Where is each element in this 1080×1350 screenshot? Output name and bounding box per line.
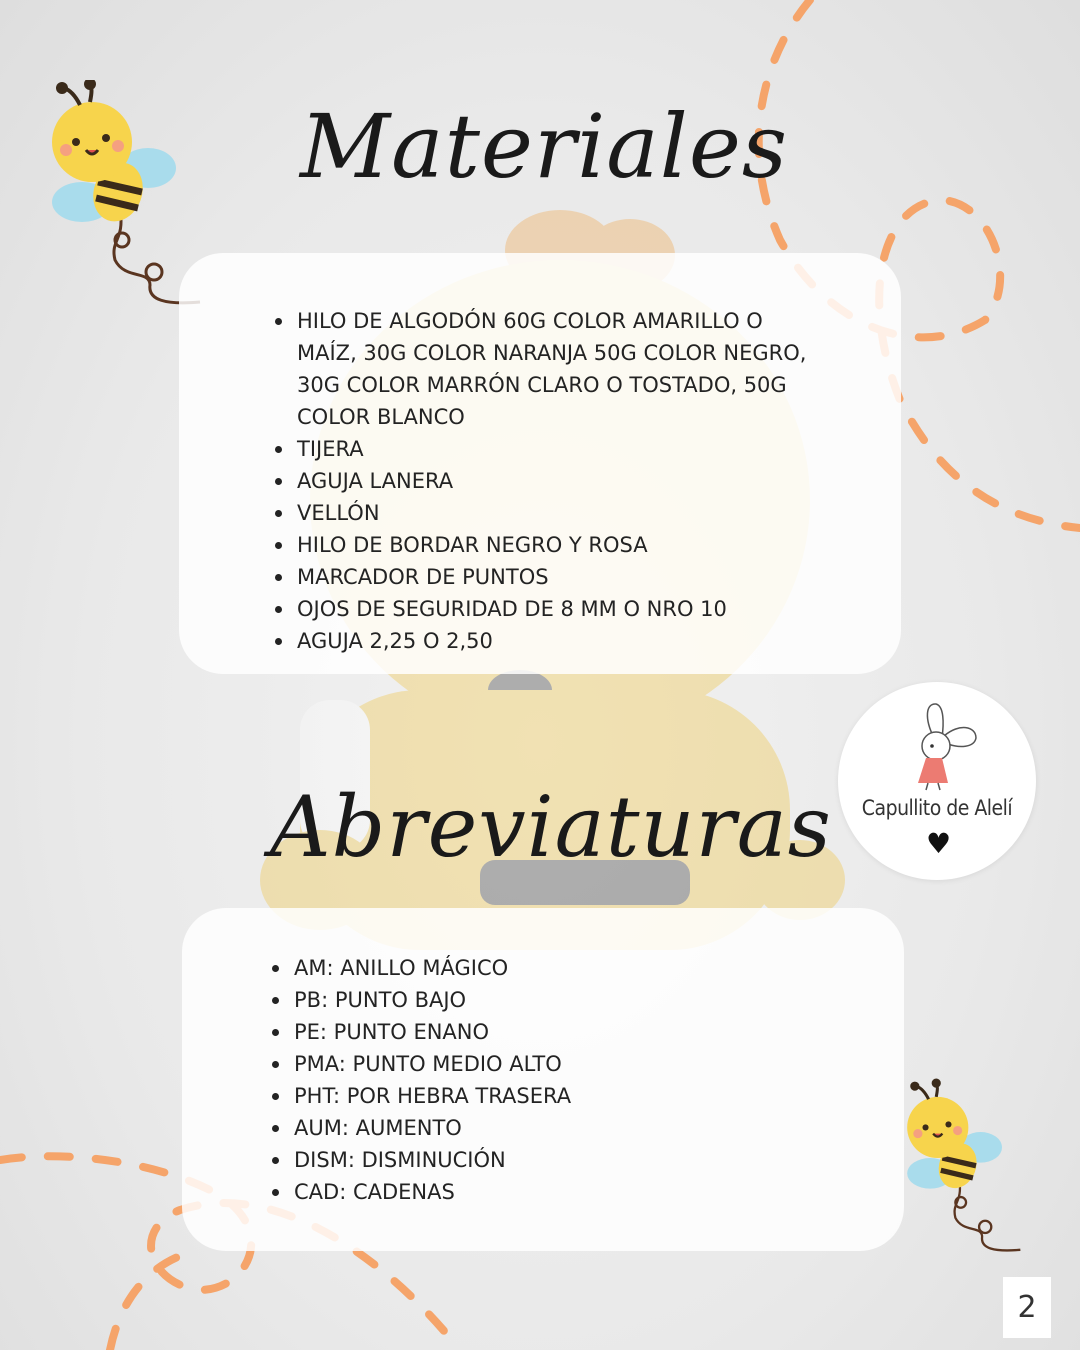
abbreviations-list bbox=[268, 952, 824, 1208]
list-item: DISM: DISMINUCIÓN bbox=[294, 1144, 824, 1176]
list-item: HILO DE ALGODÓN 60G COLOR AMARILLO O MAÍZ, 30G COLOR NARANJA 50G COLOR NEGRO, 30G COLOR MARRÓN CLARO O TOSTADO, 50G COLOR BLANCO bbox=[297, 305, 821, 433]
list-item: TIJERA bbox=[297, 433, 821, 465]
materials-list bbox=[271, 305, 821, 657]
list-item: PB: PUNTO BAJO bbox=[294, 984, 824, 1016]
page-number: 2 bbox=[1003, 1277, 1051, 1338]
abbreviations-title: Abreviaturas bbox=[270, 778, 832, 876]
list-item: PE: PUNTO ENANO bbox=[294, 1016, 824, 1048]
list-item: AUM: AUMENTO bbox=[294, 1112, 824, 1144]
brand-logo bbox=[838, 682, 1036, 880]
brand-name: Capullito de Alelí bbox=[861, 796, 1013, 820]
heart-icon: ♥ bbox=[926, 827, 952, 860]
list-item: OJOS DE SEGURIDAD DE 8 MM O NRO 10 bbox=[297, 593, 821, 625]
list-item: AGUJA LANERA bbox=[297, 465, 821, 497]
bunny-logo-icon bbox=[904, 698, 984, 793]
list-item: VELLÓN bbox=[297, 497, 821, 529]
materials-card bbox=[179, 253, 901, 674]
list-item: HILO DE BORDAR NEGRO Y ROSA bbox=[297, 529, 821, 561]
abbreviations-card bbox=[182, 908, 904, 1251]
list-item: PMA: PUNTO MEDIO ALTO bbox=[294, 1048, 824, 1080]
list-item: MARCADOR DE PUNTOS bbox=[297, 561, 821, 593]
materials-title: Materiales bbox=[300, 95, 789, 198]
list-item: AM: ANILLO MÁGICO bbox=[294, 952, 824, 984]
list-item: AGUJA 2,25 O 2,50 bbox=[297, 625, 821, 657]
list-item: PHT: POR HEBRA TRASERA bbox=[294, 1080, 824, 1112]
bee-icon bbox=[898, 1078, 1028, 1258]
list-item: CAD: CADENAS bbox=[294, 1176, 824, 1208]
